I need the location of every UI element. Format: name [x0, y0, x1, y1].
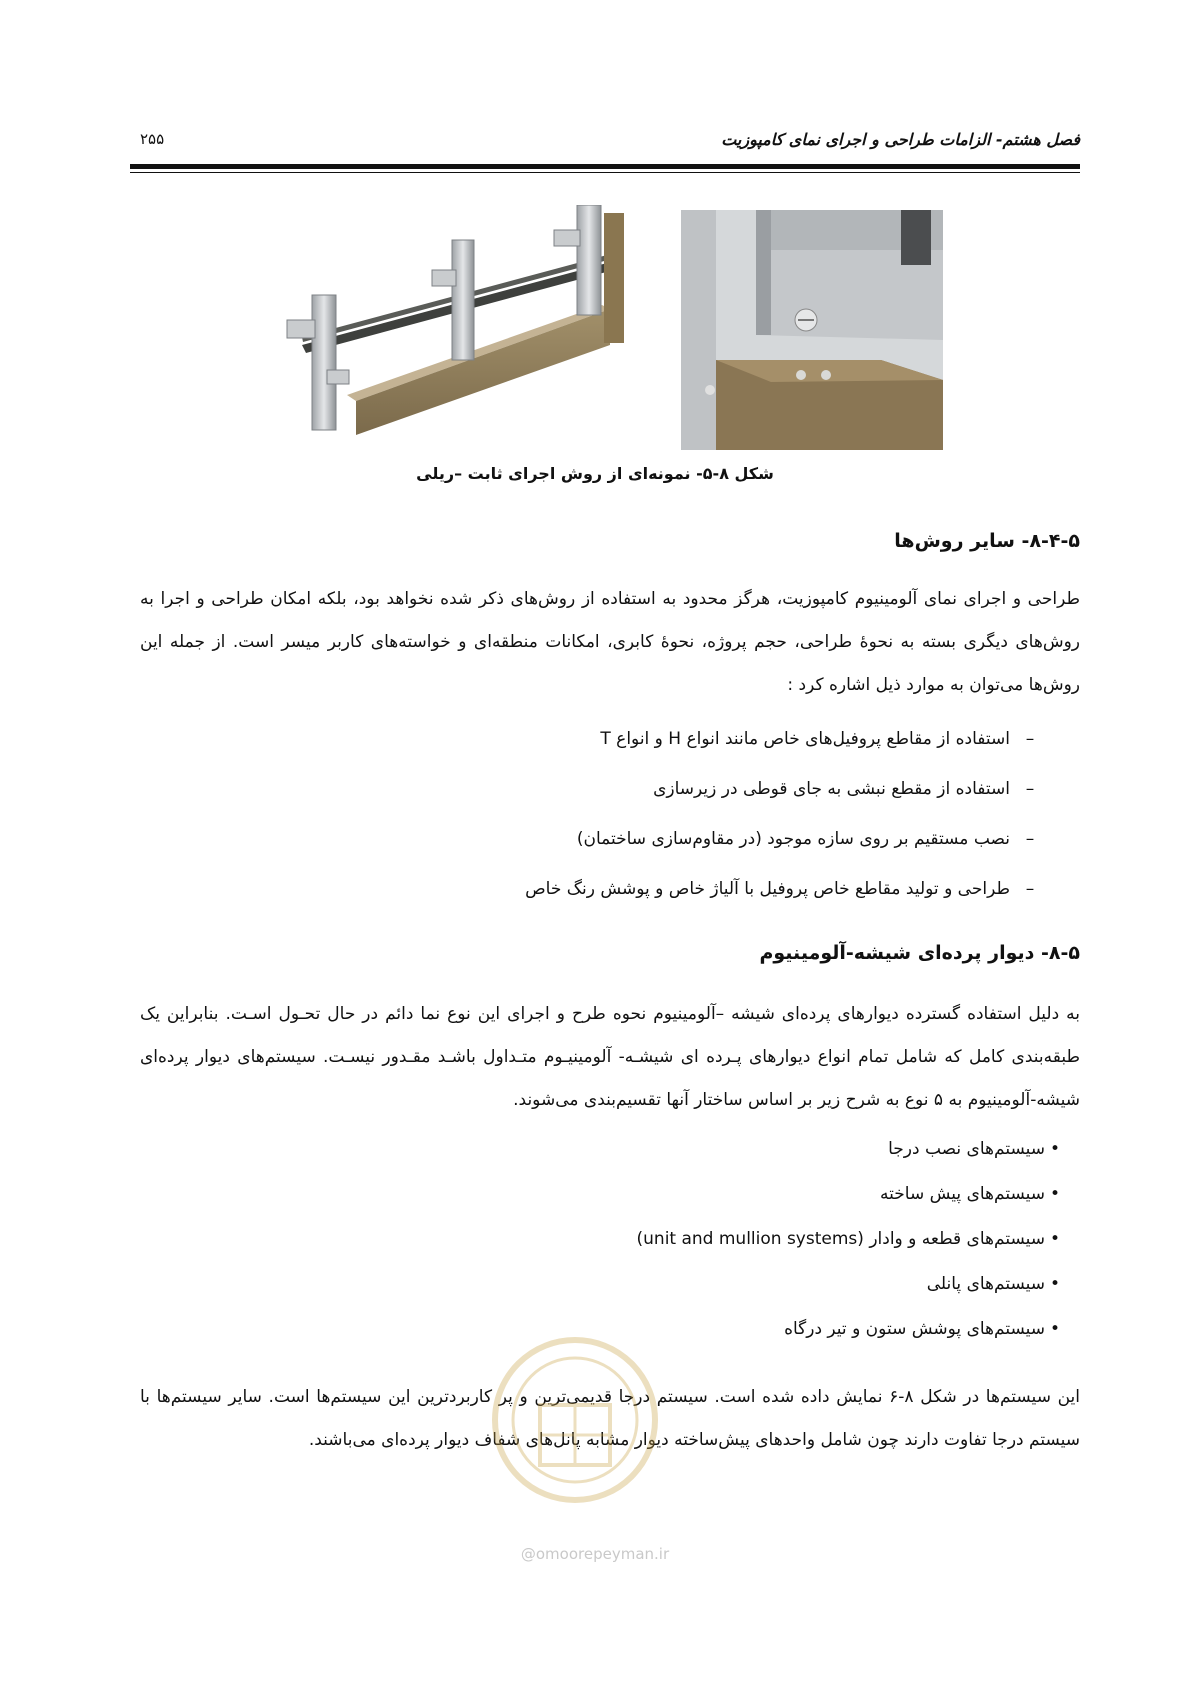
bullet-marker: •	[1049, 1274, 1061, 1294]
bullet-marker: •	[1049, 1184, 1061, 1204]
watermark-text: @omoorepeyman.ir	[520, 1545, 670, 1563]
list-item: –استفاده از مقاطع پروفیل‌های خاص مانند انواع H و انواع T	[190, 720, 1050, 770]
dash-marker: –	[1025, 879, 1035, 899]
list-item: –استفاده از مقطع نبشی به جای قوطی در زیرسازی	[190, 770, 1050, 820]
list-item: •سیستم‌های قطعه و وادار (unit and mullion systems)	[205, 1220, 1065, 1265]
list-item: •سیستم‌های پوشش ستون و تیر درگاه	[205, 1310, 1065, 1355]
curtain-wall-systems-list	[205, 1130, 1065, 1355]
list-item: –طراحی و تولید مقاطع خاص پروفیل با آلیاژ خاص و پوشش رنگ خاص	[190, 870, 1050, 920]
dash-marker: –	[1025, 779, 1035, 799]
figure-closeup-illustration	[681, 210, 943, 450]
watermark-logo	[490, 1330, 660, 1510]
dash-marker: –	[1025, 729, 1035, 749]
section-paragraph-other-methods: طراحی و اجرای نمای آلومینیوم کامپوزیت، هرگز محدود به استفاده از روش‌های ذکر شده نخواهد بود، بلکه امکان طراحی و اجرا به روش‌های دیگری بسته به نحوهٔ طراحی، حجم پروژه، نحوهٔ کابری، امکانات منطقه‌ای و خواسته‌های کاربر میسر است. از جمله این روش‌ها می‌توان به موارد ذیل اشاره کرد :	[140, 589, 1080, 695]
list-item: •سیستم‌های نصب درجا	[205, 1130, 1065, 1175]
section-paragraph-curtain-wall: به دلیل استفاده گسترده دیوارهای پرده‌ای شیشه –آلومینیوم نحوه طرح و اجرای این نوع نما دائم در حال تحـول اسـت. بنابراین یک طبقه‌بندی کامل که شامل تمام انواع دیوارهای پـرده ای شیشـه- آلومینیـوم متـداول باشـد مقـدور نیسـت. سیستم‌های دیوار پرده‌ای شیشه-آلومینیوم به ۵ نوع به شرح زیر بر اساس ساختار آنها تقسیم‌بندی می‌شوند.	[140, 1004, 1080, 1110]
page-number: ۲۵۵	[140, 130, 165, 148]
header-rule-thick	[130, 164, 1080, 169]
other-methods-list	[190, 720, 1050, 920]
list-item: •سیستم‌های پانلی	[205, 1265, 1065, 1310]
bullet-marker: •	[1049, 1319, 1061, 1339]
figure-caption: شکل ۸-۵- نمونه‌ای از روش اجرای ثابت –ریلی	[416, 464, 774, 483]
header-rule-thin	[130, 172, 1080, 173]
section-heading-curtain-wall: ۸-۵- دیوار پرده‌ای شیشه-آلومینیوم	[759, 942, 1080, 964]
bullet-marker: •	[1049, 1139, 1061, 1159]
list-item: •سیستم‌های پیش ساخته	[205, 1175, 1065, 1220]
section-heading-other-methods: ۸-۴-۵- سایر روش‌ها	[894, 530, 1080, 552]
figure-substructure-illustration	[282, 205, 678, 445]
chapter-title: فصل هشتم- الزامات طراحی و اجرای نمای کامپوزیت	[721, 130, 1080, 149]
bullet-marker: •	[1049, 1229, 1061, 1249]
dash-marker: –	[1025, 829, 1035, 849]
section-paragraph-curtain-wall-2: این سیستم‌ها در شکل ۸-۶ نمایش داده شده است. سیستم درجا قدیمی‌ترین و پر کاربردترین این سیستم‌ها است. سایر سیستم‌ها با سیستم درجا تفاوت دارند چون شامل واحدهای پیش‌ساخته دیوار مشابه پانل‌های شفاف دیوار پرده‌ای می‌باشند.	[140, 1387, 1080, 1450]
list-item: –نصب مستقیم بر روی سازه موجود (در مقاوم‌سازی ساختمان)	[190, 820, 1050, 870]
